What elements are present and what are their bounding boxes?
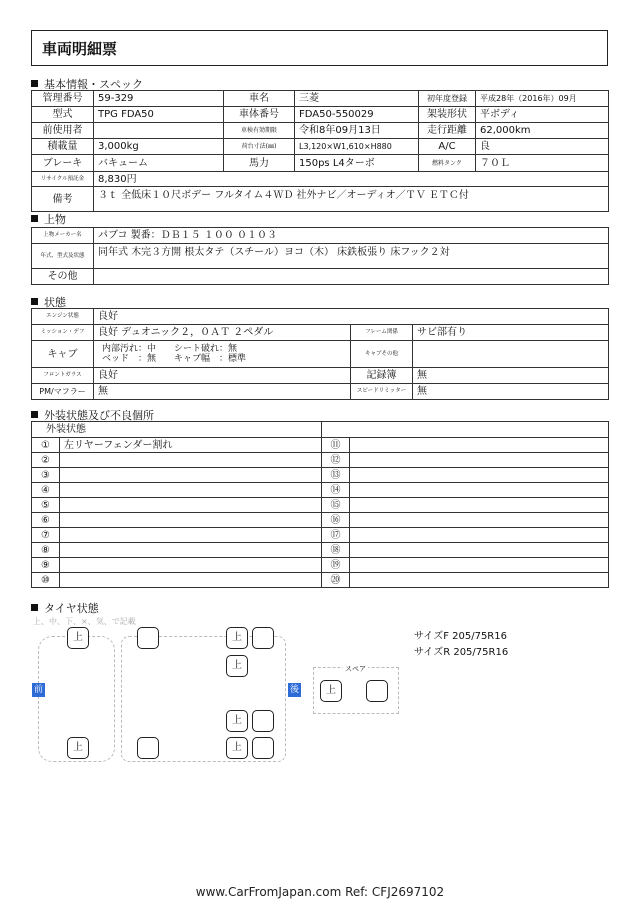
nidai-label: 荷台寸法(㎜) [224, 139, 295, 155]
exterior-row [32, 483, 609, 498]
exterior-number-left: ② [32, 453, 60, 468]
zenshiyo-value [94, 123, 224, 139]
exterior-number-right: ⑮ [322, 498, 350, 513]
katashiki-value: TPG FDA50 [94, 107, 224, 123]
ac-label: A/C [419, 139, 476, 155]
exterior-number-left: ④ [32, 483, 60, 498]
bariki-value: 150ps L4ターボ [295, 155, 419, 172]
recycle-value: 8,830円 [94, 172, 609, 187]
cab-line-2: ベッド ：無 キャブ幅 ：標準 [102, 354, 247, 364]
tire-hint-text: 上、中、下、×、気、で記載 [33, 617, 136, 626]
maker-value: パブコ 製番：ＤＢ１５ １００ ０１０３ [94, 228, 609, 244]
exterior-defect-left: 左リヤーフェンダー割れ [60, 438, 322, 453]
biko-value: ３ｔ 全低床１０尺ボデー フルタイム４ＷＤ 社外ナビ／オーディオ／ＴＶ ＥＴＣ付 [94, 187, 609, 212]
tire-front-right [137, 627, 159, 649]
front-marker: 前 [33, 685, 43, 695]
shatai-value: FDA50-550029 [295, 107, 419, 123]
exterior-defect-left [60, 543, 322, 558]
tank-value: ７０Ｌ [476, 155, 609, 172]
exterior-defect-left [60, 573, 322, 588]
exterior-number-right: ⑱ [322, 543, 350, 558]
sekisai-value: 3,000kg [94, 139, 224, 155]
section-condition-heading: 状態 [31, 294, 66, 310]
cab-line-1: 内部汚れ：中 シート破れ：無 [102, 344, 238, 354]
exterior-number-right: ⑰ [322, 528, 350, 543]
cab-other-value [413, 341, 609, 368]
section-tire-heading: タイヤ状態 [31, 600, 99, 616]
exterior-row [32, 573, 609, 588]
shamei-label: 車名 [224, 91, 295, 107]
tire-front-right-lower [137, 737, 159, 759]
maker-label: 上物メーカー名 [32, 228, 94, 244]
brake-value: バキューム [94, 155, 224, 172]
exterior-table [31, 421, 609, 588]
exterior-number-left: ① [32, 438, 60, 453]
exterior-number-left: ③ [32, 468, 60, 483]
exterior-row [32, 438, 609, 453]
nidai-value: L3,120×W1,610×H880 [295, 139, 419, 155]
exterior-defect-right [350, 483, 609, 498]
exterior-number-right: ⑬ [322, 468, 350, 483]
exterior-defect-right [350, 573, 609, 588]
mission-value: 良好 デュオニック２，０ＡＴ ２ペダル [94, 325, 351, 341]
body-table [31, 227, 609, 285]
rear-marker: 後 [289, 685, 299, 695]
exterior-defect-right [350, 468, 609, 483]
shamei-value: 三菱 [295, 91, 419, 107]
tire-rear-outer-2: 上 [226, 655, 248, 677]
engine-value: 良好 [94, 309, 609, 325]
cab-value [94, 341, 351, 368]
exterior-number-right: ⑪ [322, 438, 350, 453]
exterior-defect-right [350, 543, 609, 558]
exterior-number-left: ⑨ [32, 558, 60, 573]
section-bullet-icon [31, 604, 38, 611]
exterior-defect-left [60, 453, 322, 468]
tank-label: 燃料タンク [419, 155, 476, 172]
recycle-label: リサイクル預託金 [32, 172, 94, 187]
exterior-defect-right [350, 558, 609, 573]
frame-value: サビ部有り [413, 325, 609, 341]
engine-label: エンジン状態 [32, 309, 94, 325]
frame-label: フレーム関係 [351, 325, 413, 341]
sonota-label: その他 [32, 269, 94, 285]
exterior-number-left: ⑧ [32, 543, 60, 558]
exterior-defect-right [350, 513, 609, 528]
glass-label: フロントガラス [32, 368, 94, 384]
document-title: 車両明細票 [31, 30, 608, 66]
exterior-defect-left [60, 558, 322, 573]
exterior-defect-left [60, 468, 322, 483]
exterior-number-right: ⑭ [322, 483, 350, 498]
exterior-number-right: ⑲ [322, 558, 350, 573]
cab-other-label: キャブその他 [351, 341, 413, 368]
cab-label: キャブ [32, 341, 94, 368]
kirokubo-label: 記録簿 [351, 368, 413, 384]
exterior-defect-right [350, 528, 609, 543]
section-basic-heading: 基本情報・スペック [31, 76, 143, 92]
spare-label: スペア [345, 665, 366, 673]
tire-front-left-lower: 上 [67, 737, 89, 759]
brake-label: ブレーキ [32, 155, 94, 172]
shodo-label: 初年度登録 [419, 91, 476, 107]
section-bullet-icon [31, 298, 38, 305]
kanri-value: 59-329 [94, 91, 224, 107]
basic-info-table [31, 90, 609, 212]
limiter-label: スピードリミッター [351, 384, 413, 400]
kanri-label: 管理番号 [32, 91, 94, 107]
exterior-defect-right [350, 498, 609, 513]
exterior-row [32, 528, 609, 543]
footer-reference: www.CarFromJapan.com Ref: CFJ2697102 [195, 885, 445, 899]
kirokubo-value: 無 [413, 368, 609, 384]
exterior-number-left: ⑥ [32, 513, 60, 528]
section-bullet-icon [31, 80, 38, 87]
biko-label: 備考 [32, 187, 94, 212]
condition-table [31, 308, 609, 400]
tire-size-front: サイズF 205/75R16 [414, 631, 507, 642]
soko-value: 62,000km [476, 123, 609, 139]
exterior-defect-left [60, 513, 322, 528]
exterior-number-right: ⑫ [322, 453, 350, 468]
ac-value: 良 [476, 139, 609, 155]
bariki-label: 馬力 [224, 155, 295, 172]
zenshiyo-label: 前使用者 [32, 123, 94, 139]
shaken-label: 車検有効期限 [224, 123, 295, 139]
muffler-value: 無 [94, 384, 351, 400]
exterior-defect-left [60, 483, 322, 498]
nenshiki-value: 同年式 木完３方開 根太タテ（スチール）ヨコ（木） 床鉄板張り 床フック２対 [94, 244, 609, 269]
tire-rear-outer-3: 上 [226, 710, 248, 732]
mission-label: ミッション・デフ [32, 325, 94, 341]
exterior-defect-left [60, 528, 322, 543]
exterior-number-left: ⑤ [32, 498, 60, 513]
exterior-number-right: ⑯ [322, 513, 350, 528]
exterior-row [32, 498, 609, 513]
tire-rear-inner-4 [252, 737, 274, 759]
exterior-row [32, 468, 609, 483]
glass-value: 良好 [94, 368, 351, 384]
shatai-label: 車体番号 [224, 107, 295, 123]
section-exterior-heading: 外装状態及び不良個所 [31, 407, 154, 423]
exterior-defect-right [350, 453, 609, 468]
tire-spare-1: 上 [320, 680, 342, 702]
exterior-number-left: ⑩ [32, 573, 60, 588]
section-bullet-icon [31, 215, 38, 222]
tire-size-rear: サイズR 205/75R16 [414, 647, 509, 658]
shaken-value: 令和8年09月13日 [295, 123, 419, 139]
tire-front-left: 上 [67, 627, 89, 649]
shodo-value: 平成28年（2016年）09月 [476, 91, 609, 107]
exterior-header: 外装状態 [32, 422, 322, 438]
exterior-number-left: ⑦ [32, 528, 60, 543]
sonota-value [94, 269, 609, 285]
exterior-row [32, 453, 609, 468]
tire-spare-2 [366, 680, 388, 702]
limiter-value: 無 [413, 384, 609, 400]
section-bullet-icon [31, 411, 38, 418]
exterior-row [32, 558, 609, 573]
nenshiki-label: 年式、型式及状態 [32, 244, 94, 269]
exterior-defect-left [60, 498, 322, 513]
exterior-row [32, 513, 609, 528]
section-body-heading: 上物 [31, 211, 66, 227]
kaso-label: 架装形状 [419, 107, 476, 123]
exterior-number-right: ⑳ [322, 573, 350, 588]
muffler-label: PM/マフラー [32, 384, 94, 400]
kaso-value: 平ボディ [476, 107, 609, 123]
tire-rear-inner-3 [252, 710, 274, 732]
exterior-row [32, 543, 609, 558]
soko-label: 走行距離 [419, 123, 476, 139]
tire-rear-outer-1: 上 [226, 627, 248, 649]
tire-rear-outer-4: 上 [226, 737, 248, 759]
katashiki-label: 型式 [32, 107, 94, 123]
tire-rear-inner-1 [252, 627, 274, 649]
sekisai-label: 積載量 [32, 139, 94, 155]
exterior-defect-right [350, 438, 609, 453]
